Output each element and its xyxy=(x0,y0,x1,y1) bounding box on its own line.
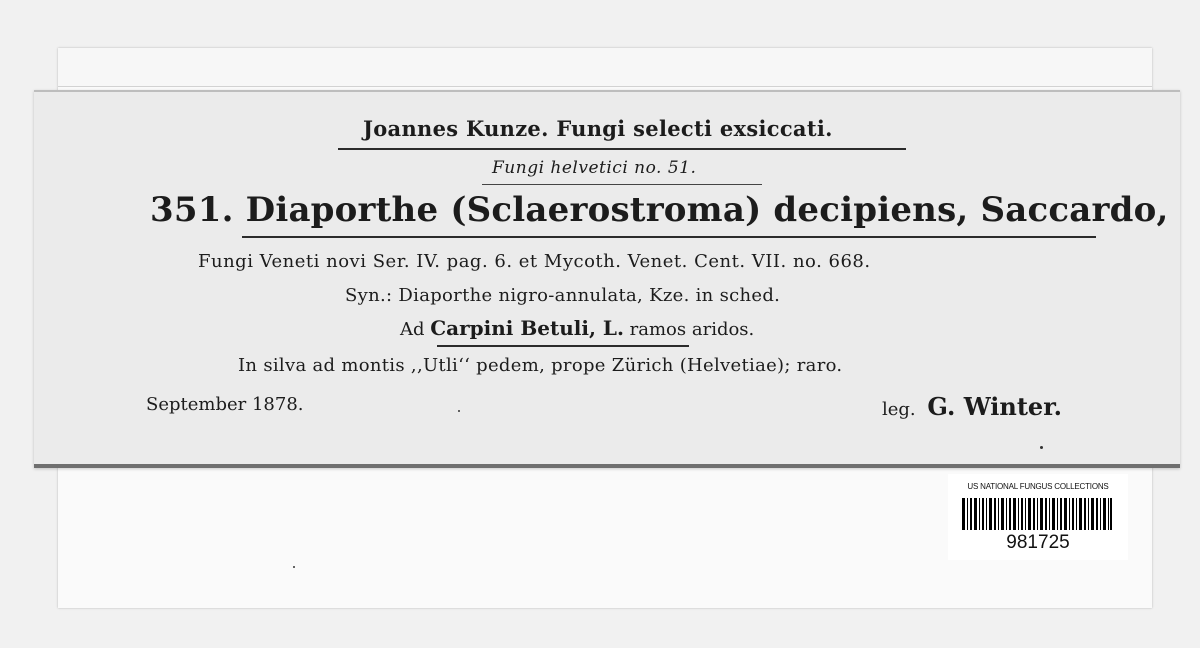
collector-line xyxy=(882,392,1062,421)
collector-prefix: leg. xyxy=(882,399,916,420)
literature-reference: Fungi Veneti novi Ser. IV. pag. 6. et Mycoth. Venet. Cent. VII. no. 668. xyxy=(198,251,871,272)
species-underline xyxy=(242,236,1096,238)
synonym-line: Syn.: Diaporthe nigro-annulata, Kze. in sched. xyxy=(345,285,781,306)
species-name: 351. Diaporthe (Sclaerostroma) decipiens, Saccardo, xyxy=(150,190,1169,230)
host-line xyxy=(400,316,754,340)
host-suffix: ramos aridos. xyxy=(629,319,755,340)
subheader-underline xyxy=(482,184,762,185)
dust-speck xyxy=(458,410,460,412)
host-name: Carpini Betuli, L. xyxy=(430,316,624,340)
dust-speck xyxy=(293,566,295,568)
header-underline xyxy=(338,148,906,150)
dust-speck xyxy=(1040,446,1043,449)
barcode-institution: US NATIONAL FUNGUS COLLECTIONS xyxy=(967,482,1109,491)
collection-header: Joannes Kunze. Fungi selecti exsiccati. xyxy=(363,116,833,141)
host-underline xyxy=(437,345,689,347)
host-prefix: Ad xyxy=(400,319,425,340)
barcode-label xyxy=(948,474,1128,560)
series-subheader: Fungi helvetici no. 51. xyxy=(492,158,697,178)
collector-name: G. Winter. xyxy=(927,392,1062,421)
sheet-top-strip xyxy=(58,48,1152,87)
collection-date: September 1878. xyxy=(146,394,304,415)
barcode-icon xyxy=(962,498,1112,530)
locality-line: In silva ad montis ,,Utli‘‘ pedem, prope Zürich (Helvetiae); raro. xyxy=(238,355,843,376)
barcode-number: 981725 xyxy=(1006,532,1070,553)
